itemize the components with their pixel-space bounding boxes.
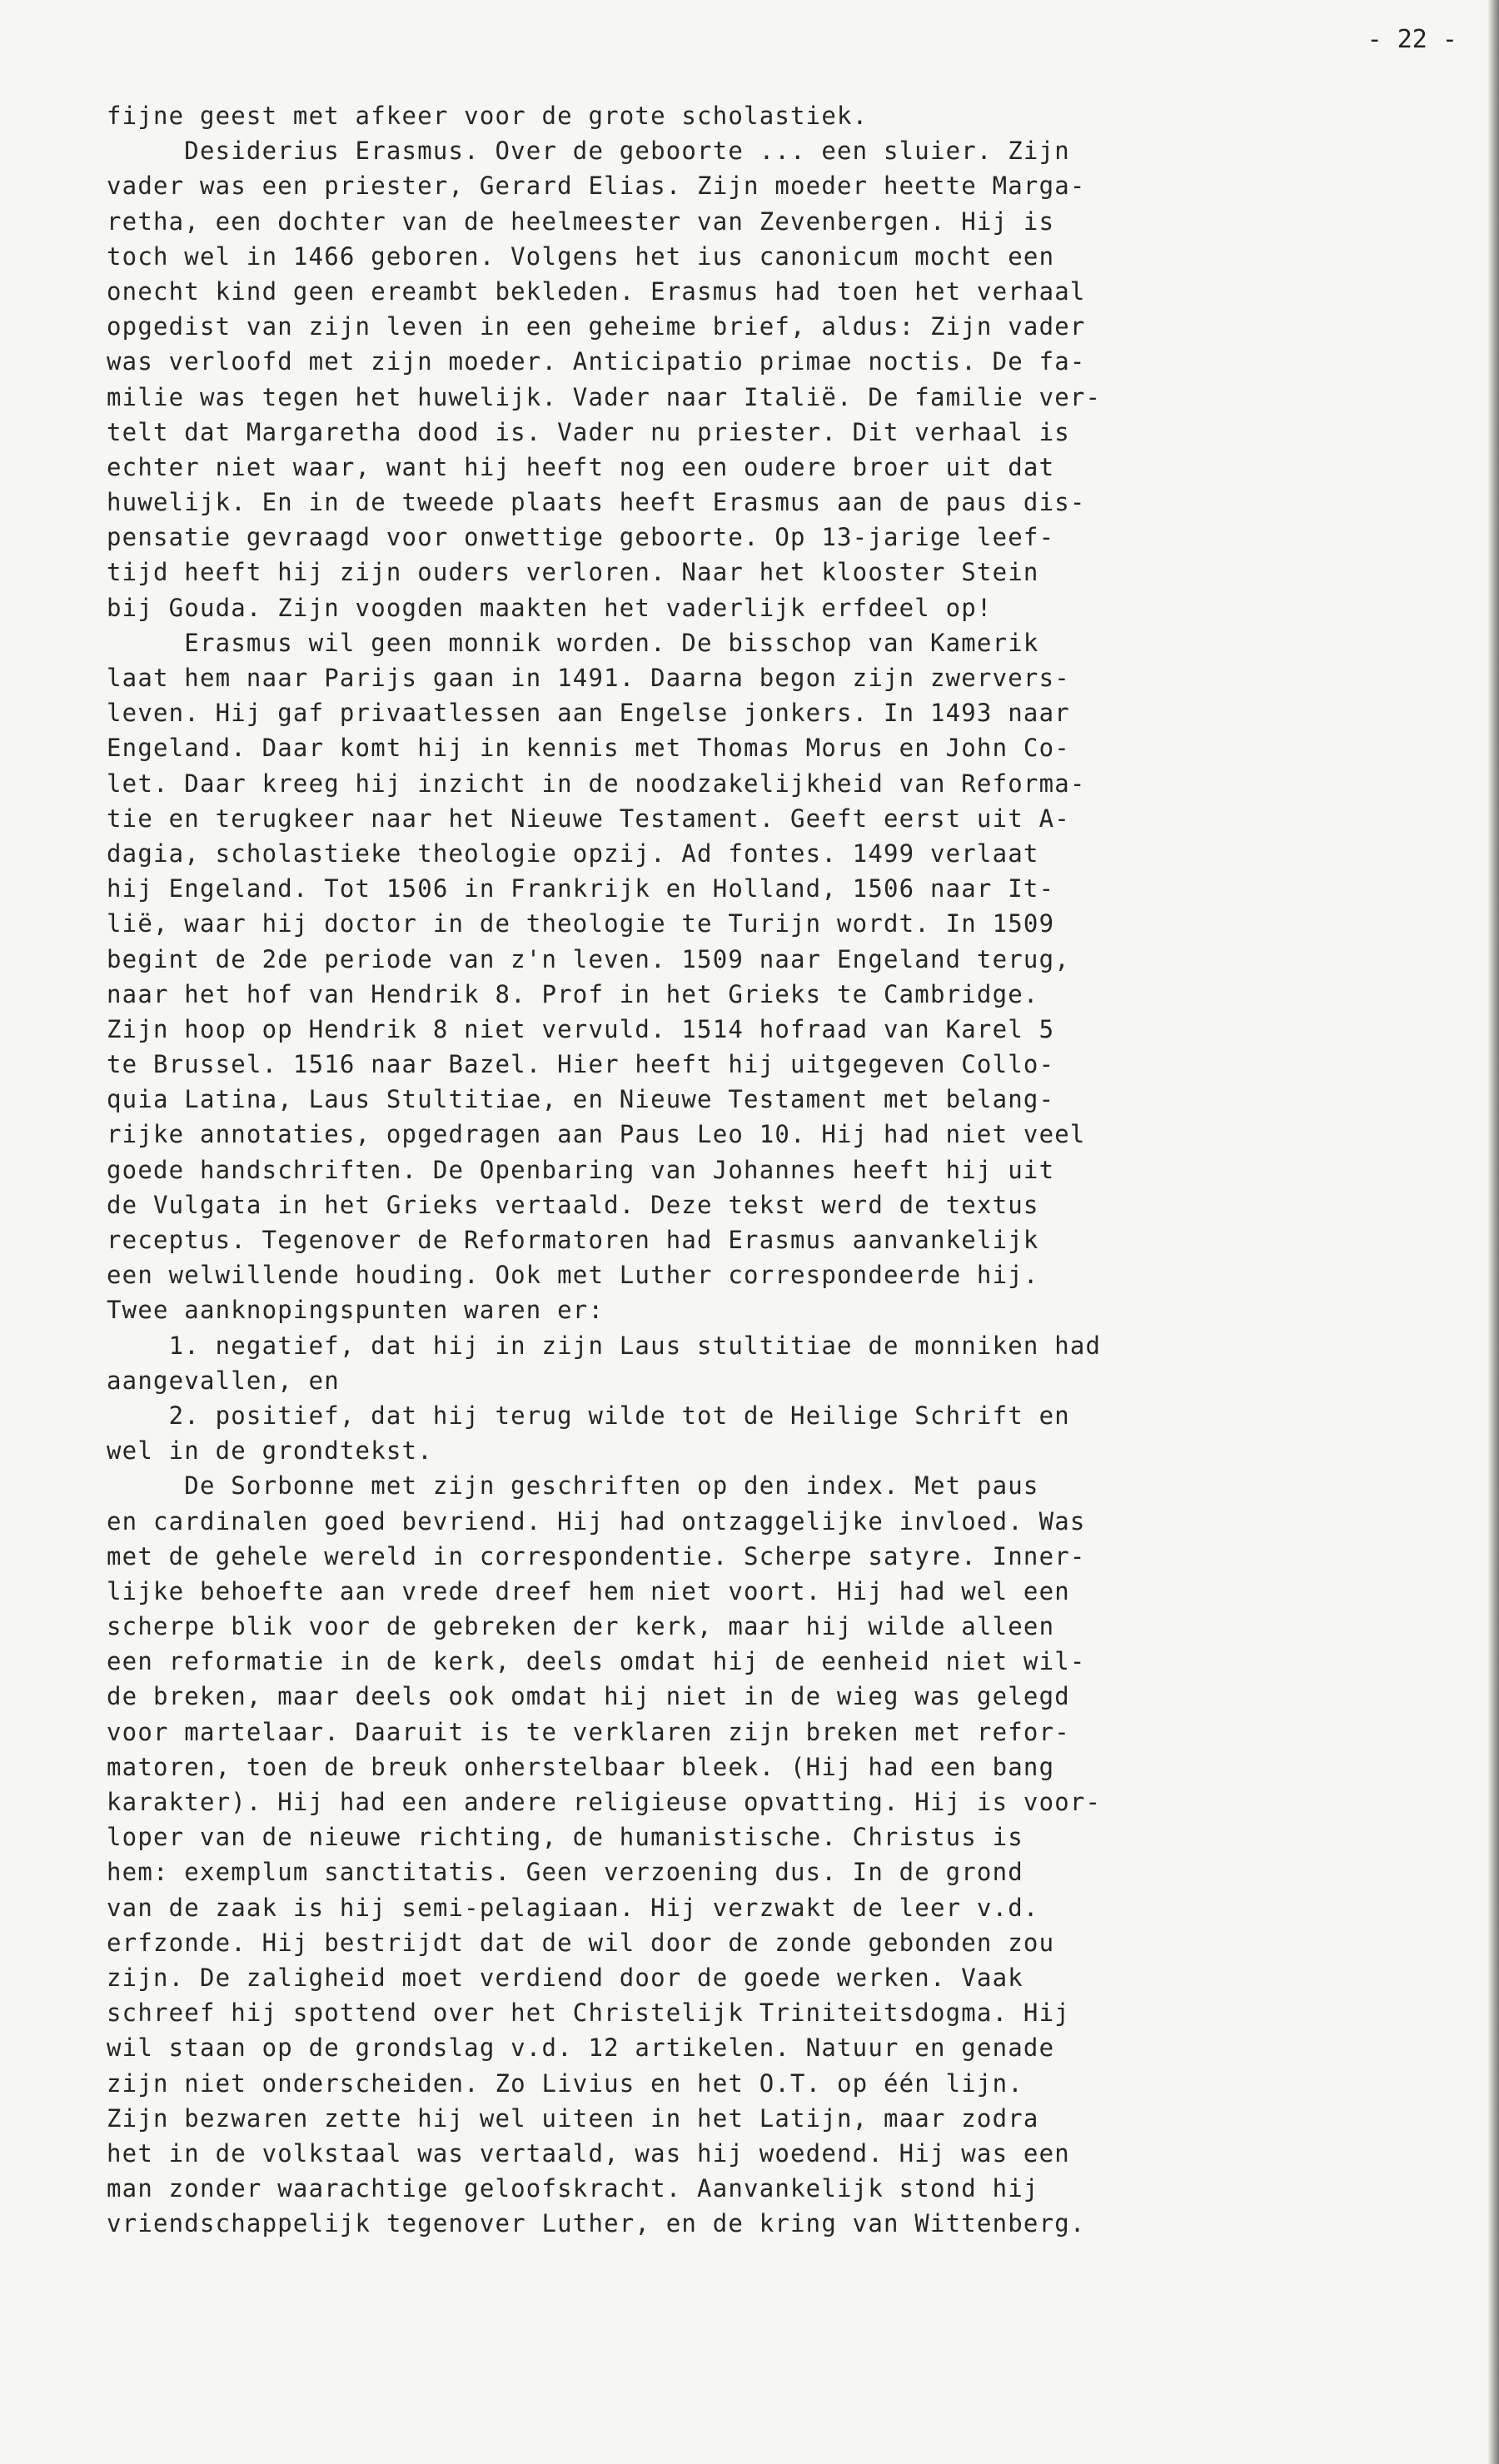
text-line: zijn niet onderscheiden. Zo Livius en het O.T. op één lijn. [107,2068,1023,2098]
text-line: vriendschappelijk tegenover Luther, en de kring van Wittenberg. [107,2209,1086,2238]
text-line: naar het hof van Hendrik 8. Prof in het Grieks te Cambridge. [107,979,1039,1008]
text-line: rijke annotaties, opgedragen aan Paus Leo 10. Hij had niet veel [107,1120,1086,1149]
text-line: van de zaak is hij semi-pelagiaan. Hij verzwakt de leer v.d. [107,1893,1039,1922]
text-line: karakter). Hij had een andere religieuse opvatting. Hij is voor- [107,1788,1102,1816]
text-line: Desiderius Erasmus. Over de geboorte ... een sluier. Zijn [107,137,1070,166]
text-line: tijd heeft hij zijn ouders verloren. Naar het klooster Stein [107,558,1039,587]
text-line: loper van de nieuwe richting, de humanistische. Christus is [107,1823,1023,1852]
text-line: een reformatie in de kerk, deels omdat hij de eenheid niet wil- [107,1647,1086,1676]
text-line: te Brussel. 1516 naar Bazel. Hier heeft hij uitgegeven Collo- [107,1050,1055,1079]
text-line: voor martelaar. Daaruit is te verklaren zijn breken met refor- [107,1717,1070,1746]
text-line: echter niet waar, want hij heeft nog een oudere broer uit dat [107,452,1055,481]
text-line: scherpe blik voor de gebreken der kerk, maar hij wilde alleen [107,1612,1055,1641]
text-line: met de gehele wereld in correspondentie. Scherpe satyre. Inner- [107,1541,1086,1570]
text-line: Zijn hoop op Hendrik 8 niet vervuld. 1514 hofraad van Karel 5 [107,1014,1055,1043]
text-line: vader was een priester, Gerard Elias. Zijn moeder heette Marga- [107,172,1086,201]
text-line: bij Gouda. Zijn voogden maakten het vaderlijk erfdeel op! [107,593,993,622]
text-line: matoren, toen de breuk onherstelbaar bleek. (Hij had een bang [107,1752,1055,1781]
page-edge-shadow [1487,0,1499,2464]
text-line: lijke behoefte aan vrede dreef hem niet voort. Hij had wel een [107,1576,1070,1605]
text-line: het in de volkstaal was vertaald, was hij woedend. Hij was een [107,2138,1070,2168]
text-line: let. Daar kreeg hij inzicht in de noodzakelijkheid van Reforma- [107,769,1086,798]
text-line: tie en terugkeer naar het Nieuwe Testament. Geeft eerst uit A- [107,804,1070,833]
text-line: de breken, maar deels ook omdat hij niet in de wieg was gelegd [107,1682,1070,1711]
text-line: 1. negatief, dat hij in zijn Laus stultitiae de monniken had [107,1331,1102,1360]
text-line: een welwillende houding. Ook met Luther correspondeerde hij. [107,1261,1039,1290]
text-line: was verloofd met zijn moeder. Anticipatio primae noctis. De fa- [107,347,1086,376]
text-line: quia Latina, Laus Stultitiae, en Nieuwe Testament met belang- [107,1085,1055,1114]
text-line: pensatie gevraagd voor onwettige geboorte. Op 13-jarige leef- [107,523,1055,552]
text-line: goede handschriften. De Openbaring van Johannes heeft hij uit [107,1155,1055,1184]
text-line: hem: exemplum sanctitatis. Geen verzoening dus. In de grond [107,1858,1023,1887]
text-line: telt dat Margaretha dood is. Vader nu priester. Dit verhaal is [107,417,1070,446]
text-line: wil staan op de grondslag v.d. 12 artikelen. Natuur en genade [107,2033,1055,2063]
text-line: wel in de grondtekst. [107,1436,433,1466]
page-body-text [107,98,1389,2241]
text-line: receptus. Tegenover de Reformatoren had Erasmus aanvankelijk [107,1226,1039,1254]
text-line: huwelijk. En in de tweede plaats heeft Erasmus aan de paus dis- [107,488,1086,517]
text-line: begint de 2de periode van z'n leven. 1509 naar Engeland terug, [107,944,1070,973]
text-line: onecht kind geen ereambt bekleden. Erasmus had toen het verhaal [107,276,1086,306]
text-line: Zijn bezwaren zette hij wel uiteen in het Latijn, maar zodra [107,2103,1039,2133]
text-line: leven. Hij gaf privaatlessen aan Engelse jonkers. In 1493 naar [107,699,1070,728]
text-line: Erasmus wil geen monnik worden. De bisschop van Kamerik [107,628,1039,657]
text-line: De Sorbonne met zijn geschriften op den index. Met paus [107,1471,1039,1501]
text-line: toch wel in 1466 geboren. Volgens het ius canonicum mocht een [107,241,1055,271]
text-line: Twee aanknopingspunten waren er: [107,1296,605,1325]
text-line: opgedist van zijn leven in een geheime brief, aldus: Zijn vader [107,312,1086,341]
text-line: fijne geest met afkeer voor de grote scholastiek. [107,102,869,130]
text-line: dagia, scholastieke theologie opzij. Ad fontes. 1499 verlaat [107,839,1039,868]
text-line: schreef hij spottend over het Christelijk Triniteitsdogma. Hij [107,1999,1070,2028]
text-line: laat hem naar Parijs gaan in 1491. Daarna begon zijn zwervers- [107,664,1070,692]
text-line: milie was tegen het huwelijk. Vader naar Italië. De familie ver- [107,382,1102,411]
text-line: 2. positief, dat hij terug wilde tot de Heilige Schrift en [107,1401,1070,1430]
text-line: man zonder waarachtige geloofskracht. Aanvankelijk stond hij [107,2174,1039,2203]
text-line: erfzonde. Hij bestrijdt dat de wil door de zonde gebonden zou [107,1928,1055,1957]
text-line: de Vulgata in het Grieks vertaald. Deze tekst werd de textus [107,1190,1039,1219]
text-line: hij Engeland. Tot 1506 in Frankrijk en Holland, 1506 naar It- [107,874,1055,903]
page-number: - 22 - [1367,25,1457,54]
text-line: zijn. De zaligheid moet verdiend door de goede werken. Vaak [107,1963,1023,1992]
text-line: en cardinalen goed bevriend. Hij had ontzaggelijke invloed. Was [107,1506,1086,1536]
text-line: aangevallen, en [107,1366,340,1395]
text-line: Engeland. Daar komt hij in kennis met Thomas Morus en John Co- [107,734,1070,763]
text-line: lië, waar hij doctor in de theologie te Turijn wordt. In 1509 [107,909,1055,938]
text-line: retha, een dochter van de heelmeester van Zevenbergen. Hij is [107,207,1055,236]
